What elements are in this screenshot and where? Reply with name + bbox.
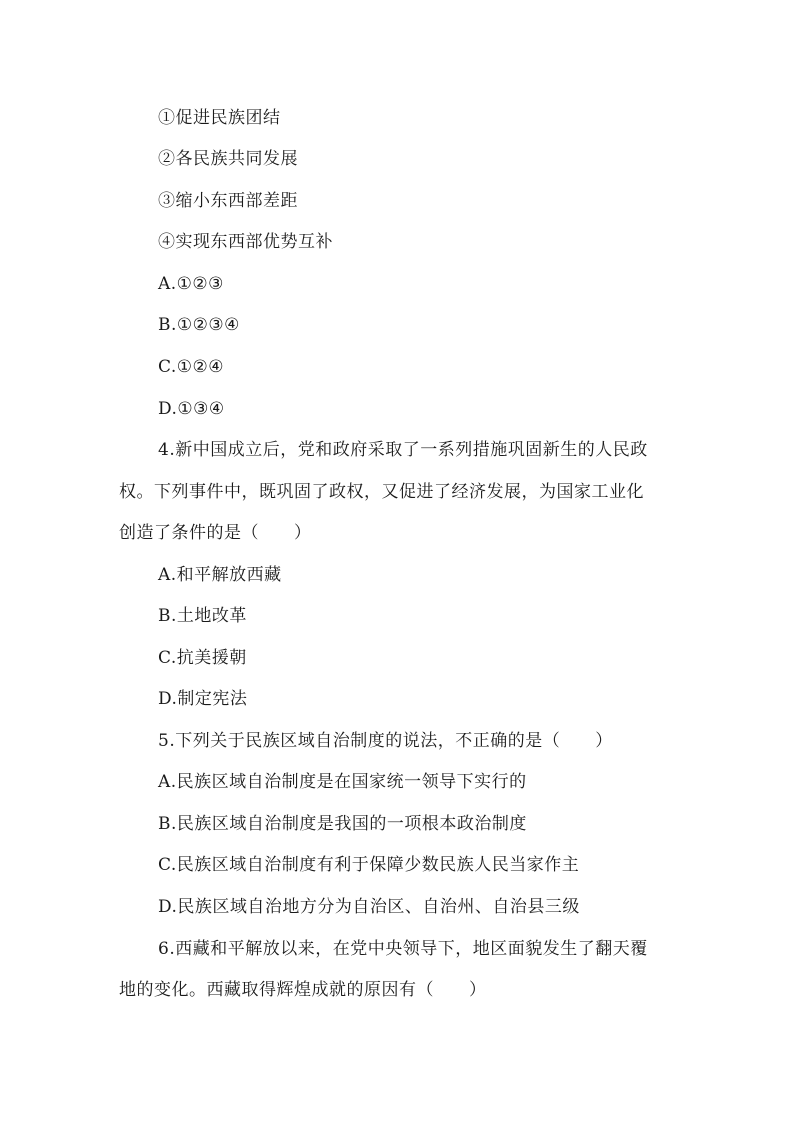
statement-1: ①促进民族团结 [158,108,281,128]
q5-option-c: C.民族区域自治制度有利于保障少数民族人民当家作主 [158,855,580,875]
q5-option-d: D.民族区域自治地方分为自治区、自治州、自治县三级 [158,897,580,917]
q4-option-d: D.制定宪法 [158,689,248,709]
q5-option-a: A.民族区域自治制度是在国家统一领导下实行的 [158,772,527,792]
q4-option-c: C.抗美援朝 [158,648,247,668]
q4-option-b: B.土地改革 [158,606,247,626]
statement-3: ③缩小东西部差距 [158,191,298,211]
statement-2: ②各民族共同发展 [158,149,298,169]
q5-stem: 5.下列关于民族区域自治制度的说法，不正确的是（ ） [158,731,613,751]
q4-stem-line2: 权。下列事件中，既巩固了政权，又促进了经济发展，为国家工业化 [119,482,644,502]
q3-option-c: C.①②④ [158,357,225,377]
q6-stem-line1: 6.西藏和平解放以来，在党中央领导下，地区面貌发生了翻天覆 [158,939,648,959]
q6-stem-line2: 地的变化。西藏取得辉煌成就的原因有（ ） [119,980,487,1000]
q4-option-a: A.和平解放西藏 [158,565,282,585]
q4-stem-line1: 4.新中国成立后，党和政府采取了一系列措施巩固新生的人民政 [158,440,648,460]
q3-option-d: D.①③④ [158,399,225,419]
q3-option-b: B.①②③④ [158,315,240,335]
q3-option-a: A.①②③ [158,274,224,294]
q4-stem-line3: 创造了条件的是（ ） [119,523,312,543]
statement-4: ④实现东西部优势互补 [158,232,333,252]
q5-option-b: B.民族区域自治制度是我国的一项根本政治制度 [158,814,527,834]
